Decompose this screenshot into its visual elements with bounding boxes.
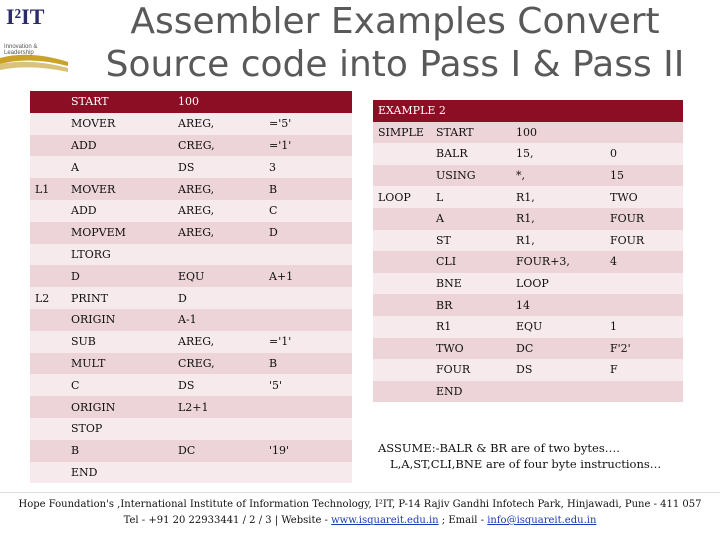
left_table-cell [30, 200, 66, 222]
right_table-cell [373, 165, 431, 187]
left_table-cell: 100 [173, 91, 264, 113]
left_table-row [30, 309, 352, 331]
right_table-cell: TWO [605, 186, 683, 208]
left_table-cell: AREG, [173, 113, 264, 135]
left_table-cell: CREG, [173, 353, 264, 375]
right_table-row [373, 186, 683, 208]
right_table-cell: L [431, 186, 511, 208]
left_table-cell: C [66, 374, 173, 396]
left_table-row [30, 353, 352, 375]
right_table-cell: ST [431, 230, 511, 252]
left_table-cell: ORIGIN [66, 309, 173, 331]
right_table-cell: CLI [431, 251, 511, 273]
right_table-cell: END [431, 381, 511, 403]
left_table-cell: D [173, 287, 264, 309]
right_table-cell: 1 [605, 316, 683, 338]
left_table-cell: L2 [30, 287, 66, 309]
left_table-cell: MOPVEM [66, 222, 173, 244]
left_table-cell [30, 91, 66, 113]
left_table-cell: LTORG [66, 244, 173, 266]
institute-logo [0, 0, 68, 72]
right_table-cell [605, 381, 683, 403]
footer-divider [0, 492, 720, 493]
left_table-cell [264, 309, 352, 331]
left_table-cell: SUB [66, 331, 173, 353]
right_table-cell: START [431, 122, 511, 144]
left_table-cell [30, 418, 66, 440]
left_table-cell [30, 440, 66, 462]
left_table-cell [30, 135, 66, 157]
left_table-cell: ORIGIN [66, 396, 173, 418]
left_table-cell: DS [173, 374, 264, 396]
left_table-cell: ='1' [264, 331, 352, 353]
left_table-cell: '19' [264, 440, 352, 462]
left_table-row [30, 113, 352, 135]
left_table-cell: A+1 [264, 265, 352, 287]
right_table-cell: F'2' [605, 338, 683, 360]
left_table-cell [30, 309, 66, 331]
right_table-row [373, 381, 683, 403]
left_table-cell: MULT [66, 353, 173, 375]
left_table-row [30, 200, 352, 222]
right_table-cell [605, 294, 683, 316]
right_table-cell [373, 381, 431, 403]
left_table-cell [264, 418, 352, 440]
right_table-cell: 15, [511, 143, 605, 165]
left_table-cell: ='1' [264, 135, 352, 157]
left_table-cell: CREG, [173, 135, 264, 157]
right_table-cell: R1, [511, 186, 605, 208]
right_table-cell: DS [511, 359, 605, 381]
left_table-cell [30, 244, 66, 266]
left_table-cell: PRINT [66, 287, 173, 309]
footer-address: Hope Foundation's ,International Institute of Information Technology, I²IT, P-14 Rajiv Gandhi Infotech Park, Hinjawadi, Pune - 411 057 [18, 499, 702, 510]
left_table-row [30, 156, 352, 178]
left_table-cell: AREG, [173, 178, 264, 200]
right_table-cell: SIMPLE [373, 122, 431, 144]
right_table-cell: USING [431, 165, 511, 187]
left_table-row [30, 265, 352, 287]
right_table-cell [373, 208, 431, 230]
right_table-cell [373, 143, 431, 165]
right_table-row [373, 294, 683, 316]
right_table-cell: FOUR [605, 230, 683, 252]
left_table-cell [30, 265, 66, 287]
left_table-cell: DS [173, 156, 264, 178]
left_table-cell: D [66, 265, 173, 287]
right_table-cell [373, 251, 431, 273]
right_table-cell: DC [511, 338, 605, 360]
left_table-cell [264, 287, 352, 309]
right_table-cell [605, 122, 683, 144]
left_table-cell [264, 462, 352, 484]
right_table-cell: F [605, 359, 683, 381]
right_table-cell [373, 316, 431, 338]
left_table-cell [30, 222, 66, 244]
right_table-row [373, 208, 683, 230]
left_table-cell: ADD [66, 200, 173, 222]
example-heading: EXAMPLE 2 [373, 100, 683, 122]
left_table-cell: A [66, 156, 173, 178]
left_table-cell [264, 396, 352, 418]
right_table-cell: BR [431, 294, 511, 316]
left_table-cell: ADD [66, 135, 173, 157]
left_table-row [30, 462, 352, 484]
right_table-cell: R1 [431, 316, 511, 338]
footer-tel: Tel - +91 20 22933441 / 2 / 3 | Website - [123, 515, 332, 526]
right_table-row [373, 143, 683, 165]
left_table-cell: 3 [264, 156, 352, 178]
left_table-cell: A-1 [173, 309, 264, 331]
right_table-row [373, 316, 683, 338]
page-title: Assembler Examples Convert Source code into Pass I & Pass II [105, 1, 685, 85]
left_table-cell [30, 353, 66, 375]
left_table-cell: L2+1 [173, 396, 264, 418]
right_table-cell: 0 [605, 143, 683, 165]
left_table-row [30, 331, 352, 353]
left_table-cell [30, 331, 66, 353]
right_table-row [373, 273, 683, 295]
left_table-cell [173, 462, 264, 484]
left_table-row [30, 440, 352, 462]
left_table-cell: '5' [264, 374, 352, 396]
right_table-cell: R1, [511, 230, 605, 252]
left_table-cell [30, 113, 66, 135]
website-link[interactable]: www.isquareit.edu.in [331, 515, 439, 526]
left_table-row [30, 244, 352, 266]
left_table-cell: B [264, 353, 352, 375]
right_table-row [373, 230, 683, 252]
right_table-cell: *, [511, 165, 605, 187]
left_table-row [30, 418, 352, 440]
assumption-note [378, 440, 698, 472]
logo-mark: I²IT [6, 4, 45, 29]
left_table-cell [30, 396, 66, 418]
right_table-cell: FOUR+3, [511, 251, 605, 273]
right_table-cell: 14 [511, 294, 605, 316]
right_table-cell: 100 [511, 122, 605, 144]
left_table-cell: START [66, 91, 173, 113]
left_table-cell [264, 91, 352, 113]
right_table-cell: LOOP [373, 186, 431, 208]
left_table-cell: C [264, 200, 352, 222]
example-heading-row [373, 100, 683, 122]
left_table-cell: B [66, 440, 173, 462]
right_table-cell [511, 381, 605, 403]
left_table-cell: AREG, [173, 331, 264, 353]
right_table-cell: 4 [605, 251, 683, 273]
right_table-cell [373, 273, 431, 295]
left_table-cell: MOVER [66, 178, 173, 200]
right_table-cell [373, 359, 431, 381]
right_table-cell: R1, [511, 208, 605, 230]
right_table-cell: BALR [431, 143, 511, 165]
left_table-row [30, 396, 352, 418]
left_table-cell: END [66, 462, 173, 484]
right_table-row [373, 165, 683, 187]
right_table-row [373, 359, 683, 381]
left_table-row [30, 374, 352, 396]
logo-tagline: Innovation & Leadership [4, 44, 38, 56]
left_table-cell [173, 418, 264, 440]
assumption-line-2: L,A,ST,CLI,BNE are of four byte instructions… [390, 457, 662, 471]
left_table-cell: STOP [66, 418, 173, 440]
right_table-cell: A [431, 208, 511, 230]
left_table-row [30, 178, 352, 200]
left_table-cell: AREG, [173, 200, 264, 222]
right_table-cell [605, 273, 683, 295]
right_table-cell: FOUR [605, 208, 683, 230]
right_table-cell [373, 230, 431, 252]
left_table-cell [264, 244, 352, 266]
right-code-table [373, 100, 683, 402]
left-code-table [30, 91, 352, 483]
email-link[interactable]: info@isquareit.edu.in [487, 515, 597, 526]
right_table-cell: 15 [605, 165, 683, 187]
left_table-cell: AREG, [173, 222, 264, 244]
right_table-row [373, 251, 683, 273]
left_table-cell: EQU [173, 265, 264, 287]
left_table-row [30, 135, 352, 157]
right_table-cell: TWO [431, 338, 511, 360]
right_table-row [373, 122, 683, 144]
right_table-cell [373, 338, 431, 360]
right_table-cell: FOUR [431, 359, 511, 381]
right_table-cell: LOOP [511, 273, 605, 295]
right_table-row [373, 338, 683, 360]
left_table-cell [30, 374, 66, 396]
left_table-cell: L1 [30, 178, 66, 200]
left_table-row [30, 222, 352, 244]
left_table-cell: ='5' [264, 113, 352, 135]
left_table-cell [173, 244, 264, 266]
footer-contact [0, 513, 720, 529]
assumption-line-1: ASSUME:-BALR & BR are of two bytes…. [378, 441, 620, 455]
right_table-cell: BNE [431, 273, 511, 295]
left_table-cell: D [264, 222, 352, 244]
footer [0, 497, 720, 529]
left_table-cell: MOVER [66, 113, 173, 135]
footer-email-label: ; Email - [438, 515, 488, 526]
left_table-row [30, 91, 352, 113]
left_table-row [30, 287, 352, 309]
right_table-cell: EQU [511, 316, 605, 338]
right_table-cell [373, 294, 431, 316]
left_table-cell: B [264, 178, 352, 200]
left_table-cell [30, 462, 66, 484]
left_table-cell: DC [173, 440, 264, 462]
left_table-cell [30, 156, 66, 178]
